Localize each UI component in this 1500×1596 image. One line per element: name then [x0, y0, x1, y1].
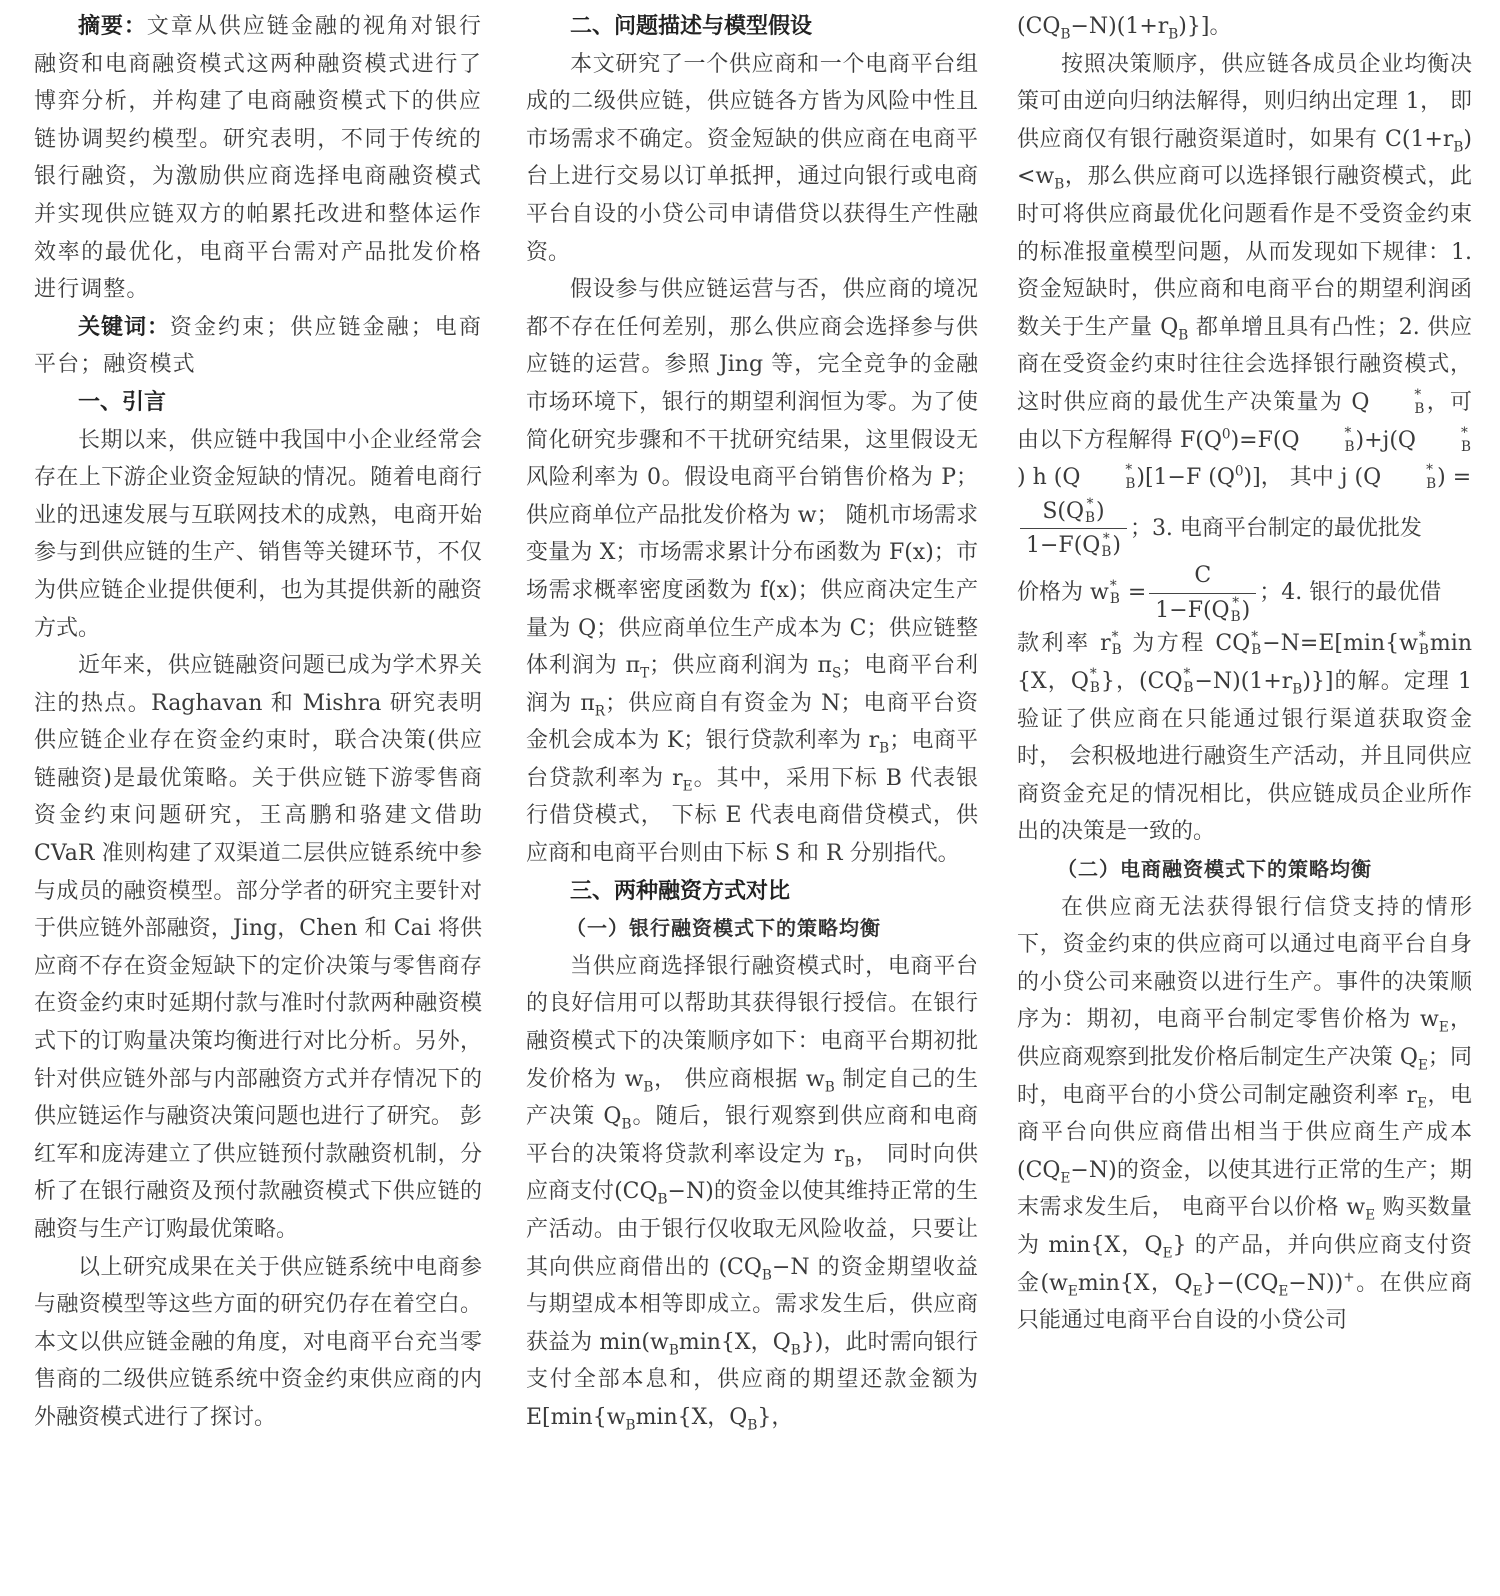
- abstract-label: 摘要：: [78, 13, 147, 39]
- model-paragraph-2: 假设参与供应链运营与否，供应商的境况都不存在任何差别，那么供应商会选择参与供应链的运营。参照 Jing 等，完全竞争的金融市场环境下，银行的期望利润恒为零。为了使简化研究步骤和不干扰研究结果，这里假设无风险利率为 0。假设电商平台销售价格为 P；供应商单位产品批发价格为 w； 随机市场需求变量为 X；市场需求累计分布函数为 F(x)；市场需求概率密度函数为 f(x)；供应商决定生产量为 Q；供应商单位生产成本为 C；供应链整体利润为 $\pi_T$；供应商利润为 $\pi_S$；电商平台利润为 $\pi_R$；供应商自有资金为 N；电商平台资金机会成本为 K；银行贷款利率为 $r_B$；电商平台贷款利率为 $r_E$。其中，采用下标 B 代表银行借贷模式， 下标 E 代表电商借贷模式，供应商和电商平台则由下标 S 和 R 分别指代。: [526, 277, 979, 867]
- intro-paragraph-2: 近年来，供应链融资问题已成为学术界关注的热点。Raghavan 和 Mishra 研究表明供应链企业存在资金约束时，联合决策(供应链融资)是最优策略。关于供应链下游零售商资金约束问题研究，王高鹏和骆建文借助 CVaR 准则构建了双渠道二层供应链系统中参与成员的融资模型。部分学者的研究主要针对于供应链外部融资，Jing，Chen 和 Cai 将供应商不存在资金短缺下的定价决策与零售商存在资金约束时延期付款与准时付款两种融资模式下的订购量决策均衡进行对比分析。另外，针对供应链外部与内部融资方式并存情况下的供应链运作与融资决策问题也进行了研究。 彭红军和庞涛建立了供应链预付款融资机制，分析了在银行融资及预付款融资模式下供应链的融资与生产订购最优策略。: [34, 653, 482, 1242]
- fraction-price-denominator: 1−F(Q * B ): [1155, 595, 1251, 625]
- column-left: [34, 8, 482, 1437]
- formula-line-price: [1017, 561, 1472, 625]
- fraction-price: [1149, 561, 1256, 625]
- theorem-paragraph: 按照决策顺序，供应链各成员企业均衡决策可由逆向归纳法解得，则归纳出定理 1， 即供应商仅有银行融资渠道时，如果有 $C(1+r_B)<w_B$，那么供应商可以选择银行融资模式，此时可将供应商最优化问题看作是不受资金约束的标准报童模型问题，从而发现如下规律：1. 资金短缺时，供应商和电商平台的期望利润函数关于生产量 $Q_B$ 都单增且具有凸性；2. 供应商在受资金约束时往往会选择银行融资模式，这时供应商的最优生产决策量为 Q * B ，可由以下方程解得 $F(Q^0)=F(Q$ * B )+j(Q * B ) h (Q * B )[1−F $(Q^0)$]， 其中 j (Q * B ) =: [1017, 51, 1472, 493]
- keywords-label: 关键词：: [78, 313, 170, 340]
- heading-financing-comparison: 三、两种融资方式对比: [570, 877, 791, 904]
- bank-paragraph: 当供应商选择银行融资模式时，电商平台的良好信用可以帮助其获得银行授信。在银行融资模式下的决策顺序如下：电商平台期初批发价格为 $w_B$， 供应商根据 $w_B$ 制定自己的生产决策 $Q_B$。随后，银行观察到供应商和电商平台的决策将贷款利率设定为 $r_B$， 同时向供应商支付$(CQ_B-N)$的资金以使其维持正常的生产活动。由于银行仅收取无风险收益，只要让其向供应商借出的 ($CQ_B-N$ 的资金期望收益与期望成本相等即成立。需求发生后，供应商获益为 $\min(w_B\min\{X$，$Q_B$})，此时需向银行支付全部本息和，供应商的期望还款金额为 $E[\min\{w_B\min\{X$，$Q_B$}，: [526, 953, 978, 1434]
- continued-formula: $(CQ_B-N)(1+r_B)$}]。: [1017, 14, 1232, 43]
- fraction-j-denominator: 1−F(Q * B ): [1026, 530, 1121, 561]
- column-right: [1017, 8, 1472, 1340]
- formula-line-j: [1017, 497, 1472, 561]
- keywords: [34, 309, 482, 384]
- abstract-text: 文章从供应链金融的视角对银行融资和电商融资模式这两种融资模式进行了博弈分析，并构建了电商融资模式下的供应链协调契约模型。研究表明，不同于传统的银行融资，为激励供应商选择电商融资模式并实现供应链双方的帕累托改进和整体运作效率的最优化，电商平台需对产品批发价格进行调整。: [34, 14, 482, 303]
- heading-introduction: 一、引言: [78, 388, 167, 415]
- intro-paragraph-1: 长期以来，供应链中我国中小企业经常会存在上下游企业资金短缺的情况。随着电商行业的迅速发展与互联网技术的成熟，电商开始参与到供应链的生产、销售等关键环节，不仅为供应链企业提供便利，也为其提供新的融资方式。: [34, 427, 482, 641]
- abstract: [34, 8, 482, 309]
- after-fraction-price: ；4. 银行的最优借: [1259, 580, 1442, 606]
- heading-problem-description: 二、问题描述与模型假设: [570, 13, 813, 39]
- column-middle: [526, 8, 978, 1437]
- intro-paragraph-3: 以上研究成果在关于供应链系统中电商参与融资模型等这些方面的研究仍存在着空白。本文以供应链金融的角度，对电商平台充当零售商的二级供应链系统中资金约束供应商的内外融资模式进行了探讨。: [34, 1254, 482, 1430]
- heading-ecommerce-financing: （二）电商融资模式下的策略均衡: [1057, 857, 1372, 882]
- model-paragraph-1: 本文研究了一个供应商和一个电商平台组成的二级供应链，供应链各方皆为风险中性且市场需求不确定。资金短缺的供应商在电商平台上进行交易以订单抵押，通过向银行或电商平台自设的小贷公司申请借贷以获得生产性融资。: [526, 51, 978, 265]
- fraction-j: [1020, 497, 1127, 561]
- fraction-j-numerator: S(Q * B ): [1020, 497, 1127, 530]
- fraction-price-numerator: C: [1149, 561, 1256, 594]
- price-prefix: 价格为 w * B =: [1017, 577, 1147, 608]
- interest-rate-paragraph: 款利率 r * B 为方程 CQ * B −N=E[min{w * B min {X，Q * B }，(CQ * B $-N)(1+r_B)$}]的解。定理 1 验证了供应商在只能通过银行渠道获取资金时， 会积极地进行融资生产活动，并且同供应商资金充足的情况相比，供应链成员企业所作出的决策是一致的。: [1017, 628, 1473, 845]
- after-fraction-j: ；3. 电商平台制定的最优批发: [1129, 515, 1422, 541]
- keywords-text: 资金约束；供应链金融；电商平台；融资模式: [34, 314, 482, 378]
- ecommerce-paragraph: 在供应商无法获得银行信贷支持的情形下，资金约束的供应商可以通过电商平台自身的小贷公司来融资以进行生产。事件的决策顺序为：期初，电商平台制定零售价格为 $w_E$， 供应商观察到批发价格后制定生产决策 $Q_E$；同时，电商平台的小贷公司制定融资利率 $r_E$，电商平台向供应商借出相当于供应商生产成本$(CQ_E-N)$的资金，以使其进行正常的生产；期末需求发生后， 电商平台以价格 $w_E$ 购买数量为 min{X，$Q_E$} 的产品，并向供应商支付资金($w_E\min\{X$，$Q_E\}-(CQ_E-N))^+$。在供应商只能通过电商平台自设的小贷公司: [1017, 894, 1472, 1334]
- heading-bank-financing: （一）银行融资模式下的策略均衡: [566, 916, 881, 941]
